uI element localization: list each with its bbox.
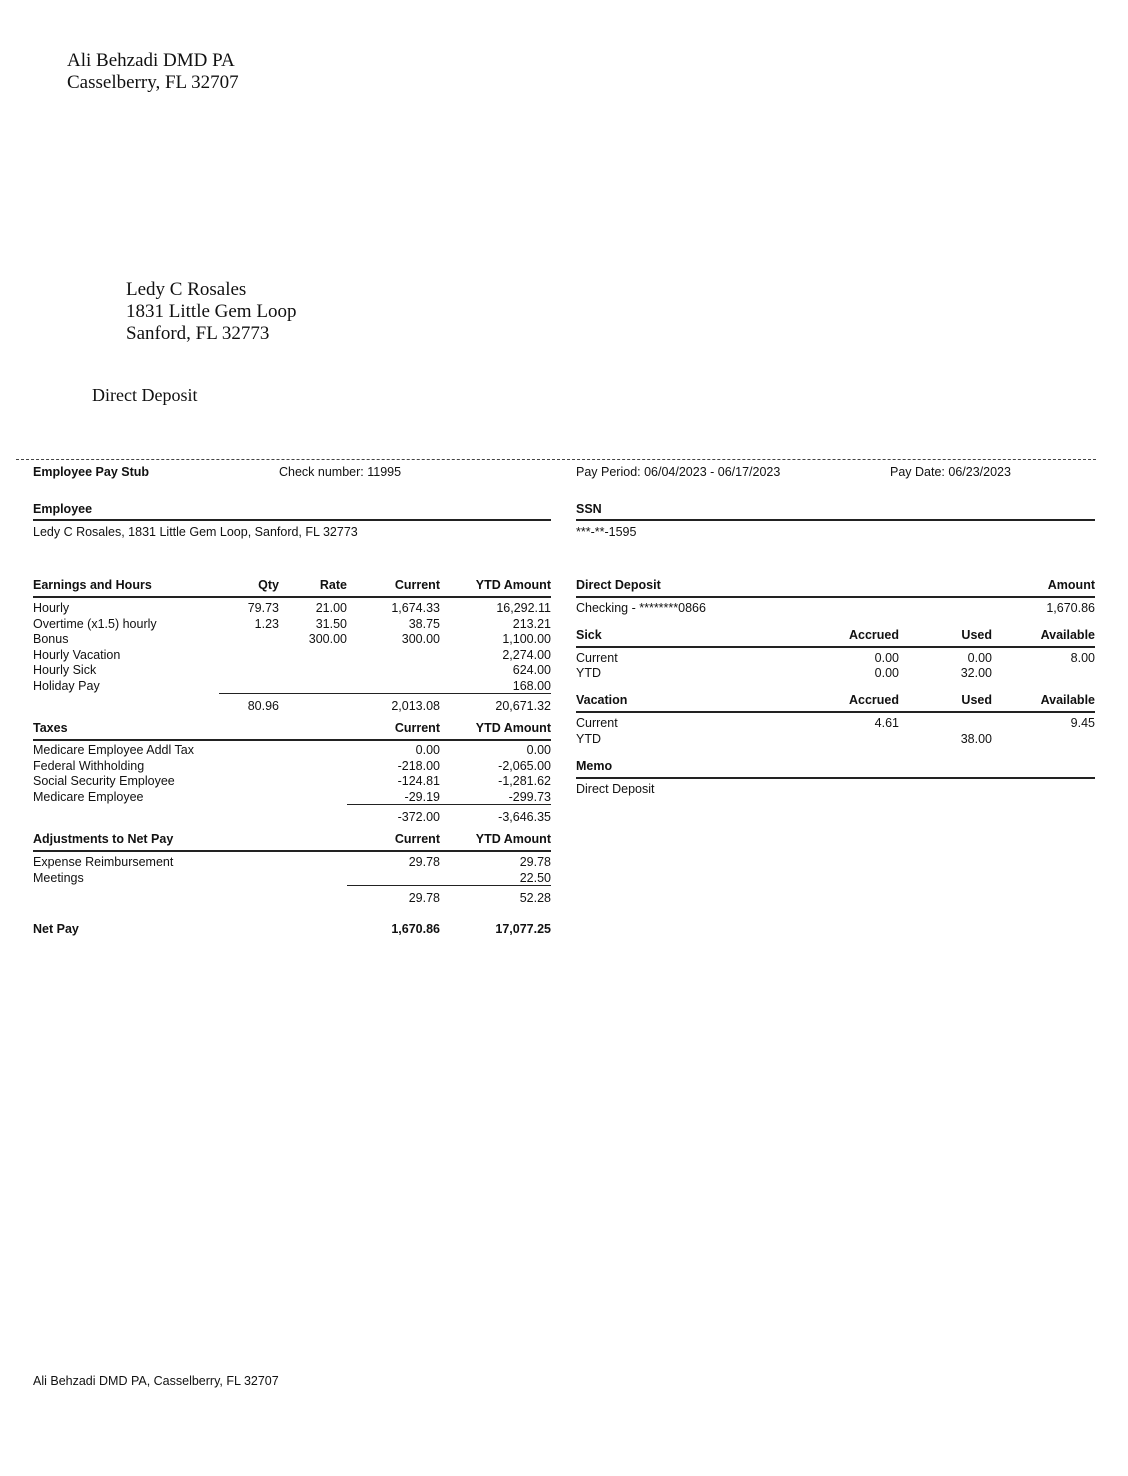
vacation-row-label: Current <box>576 716 618 730</box>
adjustments-total-rule <box>347 885 551 886</box>
direct-deposit-header: Direct Deposit <box>576 578 661 592</box>
earnings-row-current: 1,674.33 <box>391 601 440 615</box>
recipient-city-line: Sanford, FL 32773 <box>126 323 270 344</box>
vacation-rule <box>576 711 1095 713</box>
adjustment-row-label: Meetings <box>33 871 84 885</box>
sick-row-used: 0.00 <box>967 651 992 665</box>
earnings-qty-header: Qty <box>258 578 279 592</box>
adjustments-total-current: 29.78 <box>408 891 440 905</box>
adjustments-header: Adjustments to Net Pay <box>33 832 174 846</box>
perforation-line <box>16 459 1096 460</box>
recipient-name: Ledy C Rosales <box>126 279 247 300</box>
tax-row-ytd: 0.00 <box>526 743 551 757</box>
earnings-row-label: Hourly Vacation <box>33 648 121 662</box>
direct-deposit-amount-header: Amount <box>1047 578 1095 592</box>
tax-row-label: Medicare Employee <box>33 790 144 804</box>
direct-deposit-rule <box>576 596 1095 598</box>
taxes-total-rule <box>347 804 551 805</box>
tax-row-current: -29.19 <box>404 790 440 804</box>
adjustment-row-label: Expense Reimbursement <box>33 855 174 869</box>
sick-used-header: Used <box>961 628 992 642</box>
sick-row-accrued: 0.00 <box>874 666 899 680</box>
direct-deposit-account: Checking - ********0866 <box>576 601 706 615</box>
vacation-row-accrued: 4.61 <box>874 716 899 730</box>
delivery-method: Direct Deposit <box>92 385 198 405</box>
employer-address <box>67 50 239 94</box>
tax-row-ytd: -299.73 <box>508 790 551 804</box>
ssn-value: ***-**-1595 <box>576 525 637 539</box>
ssn-header: SSN <box>576 502 602 516</box>
sick-header: Sick <box>576 628 602 642</box>
earnings-row-rate: 300.00 <box>308 632 347 646</box>
earnings-row-ytd: 213.21 <box>512 617 551 631</box>
tax-row-label: Social Security Employee <box>33 774 175 788</box>
earnings-row-current: 38.75 <box>408 617 440 631</box>
stub-title: Employee Pay Stub <box>33 465 150 479</box>
vacation-available-header: Available <box>1040 693 1095 707</box>
vacation-row-available: 9.45 <box>1070 716 1095 730</box>
taxes-ytd-header: YTD Amount <box>475 721 551 735</box>
vacation-accrued-header: Accrued <box>848 693 899 707</box>
earnings-row-current: 300.00 <box>401 632 440 646</box>
memo-header: Memo <box>576 759 613 773</box>
sick-available-header: Available <box>1040 628 1095 642</box>
tax-row-current: -218.00 <box>397 759 440 773</box>
taxes-total-ytd: -3,646.35 <box>498 810 551 824</box>
earnings-row-ytd: 16,292.11 <box>496 601 551 615</box>
earnings-row-ytd: 624.00 <box>512 663 551 677</box>
vacation-row-label: YTD <box>576 732 601 746</box>
earnings-ytd-header: YTD Amount <box>475 578 551 592</box>
employer-city-line: Casselberry, FL 32707 <box>67 72 239 93</box>
earnings-total-ytd: 20,671.32 <box>495 699 551 713</box>
tax-row-ytd: -1,281.62 <box>498 774 551 788</box>
adjustments-rule <box>33 850 551 852</box>
recipient-street: 1831 Little Gem Loop <box>126 301 297 322</box>
tax-row-current: 0.00 <box>415 743 440 757</box>
sick-row-used: 32.00 <box>960 666 992 680</box>
earnings-row-label: Hourly Sick <box>33 663 97 677</box>
earnings-rate-header: Rate <box>319 578 347 592</box>
memo-value: Direct Deposit <box>576 782 655 796</box>
earnings-total-qty: 80.96 <box>247 699 279 713</box>
vacation-row-used: 38.00 <box>960 732 992 746</box>
earnings-total-rule <box>219 693 551 694</box>
adjustment-row-ytd: 29.78 <box>519 855 551 869</box>
tax-row-label: Federal Withholding <box>33 759 145 773</box>
sick-row-label: Current <box>576 651 618 665</box>
net-pay-current: 1,670.86 <box>391 922 440 936</box>
adjustments-current-header: Current <box>394 832 440 846</box>
earnings-row-label: Bonus <box>33 632 69 646</box>
earnings-total-current: 2,013.08 <box>391 699 440 713</box>
earnings-row-label: Hourly <box>33 601 70 615</box>
earnings-current-header: Current <box>394 578 440 592</box>
taxes-current-header: Current <box>394 721 440 735</box>
employer-name: Ali Behzadi DMD PA <box>67 50 235 71</box>
earnings-row-rate: 31.50 <box>315 617 347 631</box>
employer-footer: Ali Behzadi DMD PA, Casselberry, FL 32707 <box>33 1374 279 1388</box>
sick-row-available: 8.00 <box>1070 651 1095 665</box>
sick-row-label: YTD <box>576 666 601 680</box>
memo-rule <box>576 777 1095 779</box>
adjustment-row-ytd: 22.50 <box>519 871 551 885</box>
vacation-used-header: Used <box>961 693 992 707</box>
earnings-row-label: Overtime (x1.5) hourly <box>33 617 157 631</box>
tax-row-label: Medicare Employee Addl Tax <box>33 743 194 757</box>
direct-deposit-amount: 1,670.86 <box>1046 601 1095 615</box>
adjustments-total-ytd: 52.28 <box>519 891 551 905</box>
earnings-row-ytd: 168.00 <box>512 679 551 693</box>
tax-row-current: -124.81 <box>397 774 440 788</box>
net-pay-ytd: 17,077.25 <box>495 922 551 936</box>
net-pay-label: Net Pay <box>33 922 79 936</box>
vacation-header: Vacation <box>576 693 628 707</box>
pay-period: Pay Period: 06/04/2023 - 06/17/2023 <box>576 465 781 479</box>
taxes-total-current: -372.00 <box>397 810 440 824</box>
earnings-row-qty: 79.73 <box>247 601 279 615</box>
recipient-address <box>126 279 296 345</box>
earnings-header: Earnings and Hours <box>33 578 152 592</box>
ssn-rule <box>576 519 1095 521</box>
earnings-row-label: Holiday Pay <box>33 679 100 693</box>
earnings-row-ytd: 1,100.00 <box>502 632 551 646</box>
employee-rule <box>33 519 551 521</box>
sick-rule <box>576 646 1095 648</box>
check-number: Check number: 11995 <box>279 465 402 479</box>
sick-row-accrued: 0.00 <box>874 651 899 665</box>
taxes-rule <box>33 739 551 741</box>
earnings-row-qty: 1.23 <box>254 617 279 631</box>
adjustment-row-current: 29.78 <box>408 855 440 869</box>
adjustments-ytd-header: YTD Amount <box>475 832 551 846</box>
earnings-row-ytd: 2,274.00 <box>502 648 551 662</box>
employee-header: Employee <box>33 502 93 516</box>
sick-accrued-header: Accrued <box>848 628 899 642</box>
tax-row-ytd: -2,065.00 <box>498 759 551 773</box>
employee-value: Ledy C Rosales, 1831 Little Gem Loop, Sanford, FL 32773 <box>33 525 358 539</box>
earnings-rule <box>33 596 551 598</box>
pay-date: Pay Date: 06/23/2023 <box>890 465 1011 479</box>
earnings-row-rate: 21.00 <box>315 601 347 615</box>
taxes-header: Taxes <box>33 721 68 735</box>
